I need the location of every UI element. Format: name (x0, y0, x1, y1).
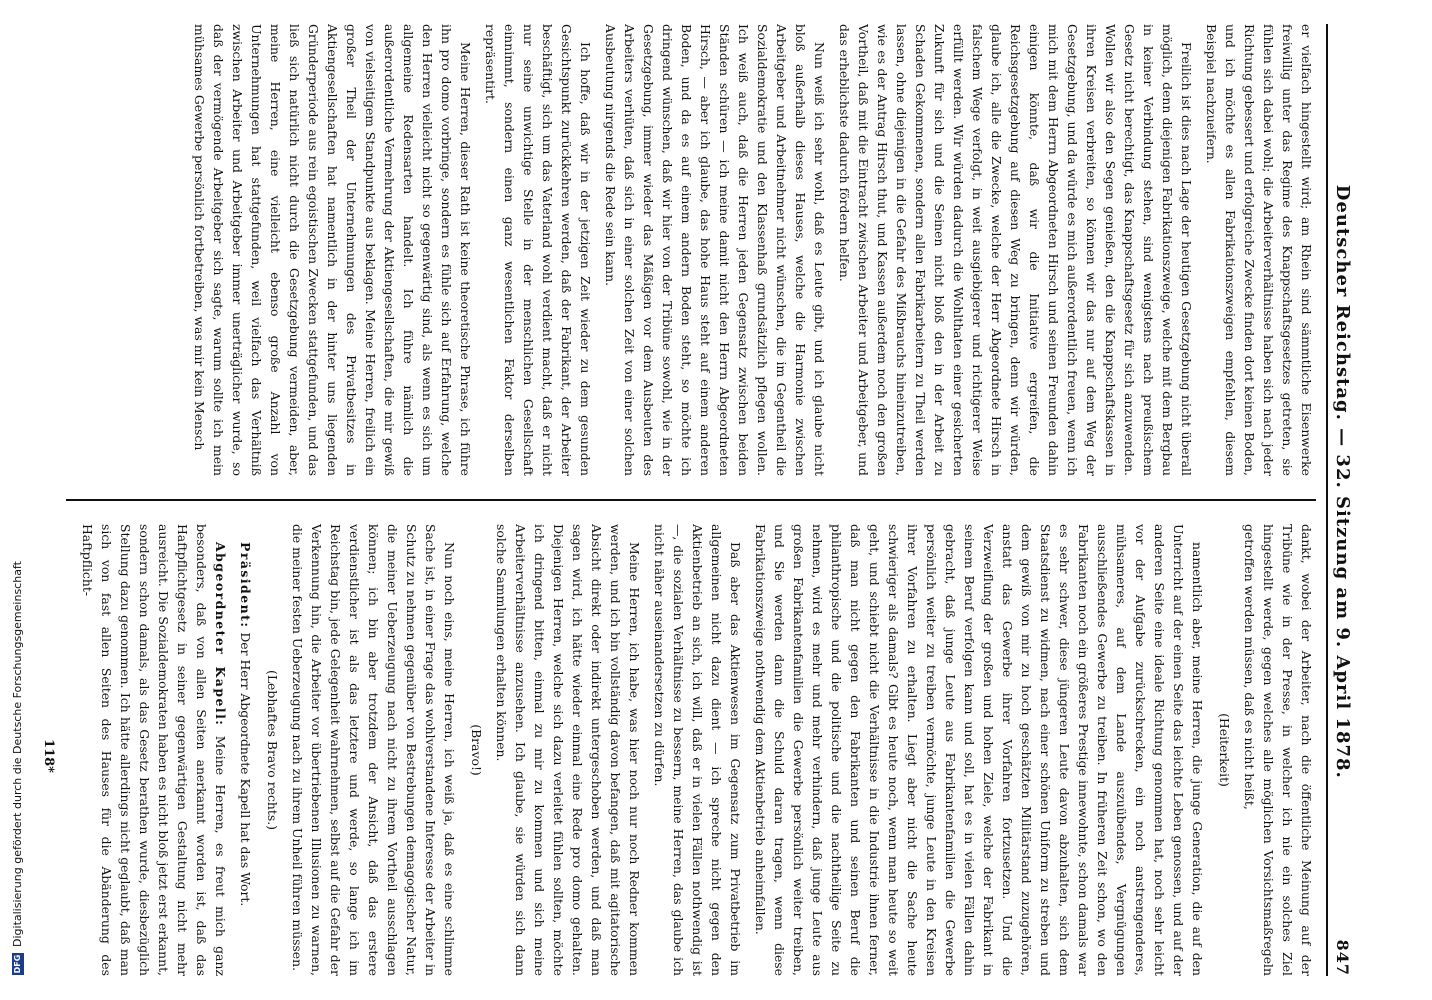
page-header (1326, 24, 1358, 976)
signature-mark: 118* (41, 739, 56, 773)
speaker-label: Abgeordneter Kapell: (213, 542, 228, 727)
right-column (76, 524, 1316, 976)
dfg-logo-icon: DFG (12, 954, 22, 974)
left-paragraph-3: Nun weiß ich sehr wohl, daß es Leute gibt, und ich glaube nicht bloß außerhalb dieses Hauses, welche die Harmonie zwischen Arbeitgeber und Arbeitnehmer nicht wünschen, die im Gegentheil die Sozialdemokratie und den Klassenhaß grundsätzlich pflegen wollen. Ich weiß auch, daß die Herren jeden Gegensatz zwischen beiden Ständen schüren — ich meine damit nicht den Herrn Abgeordneten Hirsch, — aber ich glaube, das hohe Haus steht auf einem anderen Boden, und da es auf einem andern Boden steht, so möchte ich dringend wünschen, daß wir hier von der Tribüne sowohl, wie in der Gesetzgebung, immer wieder das Mäßigen vor dem Ausbeuten des Arbeiters verhüten, daß sich in einer solchen Zeit von einer solchen Ausbeutung nirgends die Rede sein kann. (603, 24, 827, 476)
right-paragraph-2: Daß aber das Aktienwesen im Gegensatz zum Privatbetrieb im allgemeinen nicht dazu dient — ich spreche nicht gegen den Aktienbetrieb an sich, ich will, daß er in vielen Fällen nothwendig ist —, die sozialen Verhältnisse zu bessern, meine Herren, das glaube ich nicht näher auseinandersetzen zu dürfen. (652, 524, 743, 976)
left-paragraph-4: Ich hoffe, daß wir in der jetzigen Zeit wieder zu dem gesunden Gesichtspunkt zurückkehren werden, daß der Fabrikant, der Arbeiter beschäftigt, sich um das Vaterland wohl verdient macht, daß er nicht nur seine unwichtige Stelle in der menschlichen Gesellschaft einnimmt, sondern einen ganz wesentlichen Faktor derselben repräsentirt. (483, 24, 593, 476)
right-paragraph-intro: dankt, wobei der Arbeiter, nach die öffentliche Meinung auf der Tribüne wie in der Presse, in welcher ich nie ein solches Ziel hingestellt werde, gegen welches alle möglichen Vorsichtsmaßregeln getroffen werden müssen, daß es nicht heißt, (1242, 524, 1314, 976)
speaker-text: Meine Herren, es freut mich ganz besonders, daß von allen Seiten anerkannt worden ist, daß das Haftpflichtgesetz in seiner gegenwärtigen Gestaltung nicht mehr ausreicht. Die Sozialdemokraten haben es nicht bloß jetzt erst erkannt, sondern schon damals, als das Gesetz berathen wurde, diesbezüglich Stellung dazu genommen. Ich hätte allerdings nicht geglaubt, daß man sich von fast allen Seiten des Hauses für die Abänderung des Haftpflicht- (80, 524, 228, 976)
right-paragraph-3: Meine Herren, ich habe, was hier noch nur noch Redner kommen werden, und ich bin vollständig davon befangen, daß mit agitatorische Absicht direkt oder indirekt untergeschoben werden, und daß man sagen wird, ich hätte wieder einmal eine Rede pro domo gehalten. Diejenigen Herren, welche sich dazu verleitet fühlen sollten, möchte ich dringend bitten, einmal zu mir zu kommen und sich meine Arbeiterverhältnisse anzusehen. Ich glaube, sie würden sich dann solche Sammlungen erhalten können. (494, 524, 642, 976)
left-paragraph-2: Freilich ist dies nach Lage der heutigen Gesetzgebung nicht überall möglich, denn diejenigen Fabrikationszweige, welche mit dem Bergbau in keiner Verbindung stehen, sind wenigstens nach preußischem Gesetz nicht berechtigt, das Knappschaftsgesetz für sich anzuwenden. Wollen wir also den Segen genießen, den die Knappschaftskassen in ihren Kreisen verbreiten, so können wir das nur auf dem Weg der Gesetzgebung, und da würde es mich außerordentlich freuen, wenn ich mich mit dem Herrn Abgeordneten Hirsch und seinen Freunden dahin einigen könnte, daß wir die Initiative ergreifen, die Reichsgesetzgebung auf diesen Weg zu bringen, denn wir würden, glaube ich, alle die Zwecke, welche der Herr Abgeordnete Hirsch in falschem Wege verfolgt, in weit ausgiebigerer und richtigerer Weise erfüllt werden. Wir würden dadurch die Wohlthaten einer gesicherten Zukunft für sich und die Seinen nicht bloß den in der Arbeit zu Schaden Gekommenen, sondern allen Fabrikarbeitern zu Theil werden lassen, ohne diejenigen in die Gefahr des Mißbrauchs hineinzutreiben, wie es der Antrag Hirsch thut, und Kassen außerdem noch den großen Vortheil, daß mit die Eintracht zwischen Arbeiter und Arbeitgeber, und das erheblichste dadurch fördern helfen. (837, 24, 1194, 476)
page-number: 847 (1333, 939, 1353, 976)
president-text: Der Herr Abgeordnete Kapell hat das Wort. (238, 632, 253, 907)
interjection-applause: (Lebhaftes Bravo rechts.) (265, 670, 280, 830)
speaker-statement (78, 524, 230, 976)
interjection-bravo: (Bravo!) (469, 724, 484, 776)
right-paragraph-1: namentlich aber, meine Herren, die junge Generation, die auf den Unterricht auf der einen Seite das leichte Leben genossen, und auf der anderen Seite eine ideale Richtung genommen hat, noch sehr leicht vor der Aufgabe zurückschrecken, ein noch anstrengenderes, mühsameres, auf dem Lande auszuübendes, Vergnügungen ausschließendes Gewerbe zu treiben. In früheren Zeit schon, wo den Fabrikanten noch ein größeres Prestige innewohnte, schon damals war es sehr schwer, diese jüngeren Leute davon abzuhalten, sich dem Staatsdienst zu widmen, nach einer schönen Uniform zu streben und dem gewiß von mir zu hoch geschätzten Militärstand zuzugehören, anstatt das Gewerbe ihrer Vorfahren fortzusetzen. Und die Verzweiflung der großen und hohen Ziele, welche der Fabrikant in seinem Beruf verfolgen kann und soll, hat es in vielen Fällen dahin gebracht, daß junge Leute aus Fabrikantenfamilien die Gewerbe persönlich weiter zu treiben vermöchte, junge Leute in den Kreisen ihrer Vorfahren zu erhalten. Liegt aber nicht die Sache heute schwieriger als damals? Gibt es heute noch, wenn man heute so weit geht, und schiebt nicht die Verhältnisse in die Industrie ihnen ferner, daß man nicht gegen den Fabrikanten und seinen Beruf die philanthropische und die politische und die nachtheilige Seite zu nehmen, wird es mehr und mehr verhindern, daß junge Leute aus großen Fabrikantenfamilien die Gewerbe persönlich weiter treiben, und Sie werden dann die Schuld daran tragen, wenn diese Fabrikationszweige nothwendig dem Aktienbetrieb anheimfallen. (753, 524, 1205, 976)
interjection-laughter: (Heiterkeit) (1217, 713, 1232, 787)
left-paragraph-1: er vielfach hingestellt wird; am Rhein sind sämmtliche Eisenwerke freiwillig unter das Regime des Knappschaftsgesetzes getreten, sie fühlen sich dabei wohl; die Arbeiterverhältnisse haben sich nach jeder Richtung gebessert und erfolgreiche Zwecke finden dort keinen Boden, und ich möchte es allen Fabrikationszweigen empfehlen, diesem Beispiel nachzueifern. (1204, 24, 1314, 476)
left-column (76, 24, 1316, 476)
president-label: Präsident: (238, 542, 253, 629)
side-strip (0, 0, 22, 1000)
column-divider (66, 499, 1316, 501)
funding-notice (11, 561, 24, 975)
funding-text: Digitalisierung gefördert durch die Deutsche Forschungsgemeinschaft (11, 561, 24, 947)
left-paragraph-5: Meine Herren, dieser Rath ist keine theoretische Phrase, ich führe ihn pro domo vorbringe, sondern es fühle sich auf Erfahrung, welche den Herren vielleicht nicht so gegenwärtig sind, als wenn es sich um allgemeine Redensarten handelt. Ich führe nämlich die außerordentliche Vermehrung der Aktiengesellschaften, die mir gewiß von vielseitigem Standpunkte aus beklagen. Meine Herren, freilich ein großer Theil der Unternehmungen des Privatbesitzes in Aktiengesellschaften hat namentlich in der hinter uns liegenden Gründerperiode aus rein egoistischen Zwecken stattgefunden, und das ließ sich natürlich nicht durch die Gesetzgebung vermeiden, aber, meine Herren, eine vielleicht ebenso große Anzahl von Unternehmungen hat stattgefunden, weil vielfach das Verhältniß zwischen Arbeiter und Arbeitgeber immer unerträglicher wurde, so daß der vermögende Arbeitgeber sich sagte, warum sollte ich mein mühsames Gewerbe persönlich fortbetreiben, was mir kein Mensch (192, 24, 473, 476)
right-paragraph-4: Nun noch eins, meine Herren, ich weiß ja, daß es eine schlimme Sache ist, in einer Frage das wohlverstandene Interesse der Arbeiter in Schutz zu nehmen gegenüber von Bestrebungen demagogischer Natur, die meiner Ueberzeugung nach nicht zu ihrem Vortheil ausschlagen können; ich bin aber trotzdem der Ansicht, daß das erstere verdienstlicher ist als das letztere und werde, so lange ich im Reichstag bin, jede Gelegenheit wahrnehmen, selbst auf die Gefahr der Verkennung hin, die Arbeiter vor übertriebenen Illusionen zu warnen, die meiner festen Ueberzeugung nach zu ihrem Unheil führen müssen. (290, 524, 457, 976)
president-statement (236, 524, 255, 976)
running-title: Deutscher Reichstag. — 32. Sitzung am 9. April 1878. (1332, 184, 1354, 779)
